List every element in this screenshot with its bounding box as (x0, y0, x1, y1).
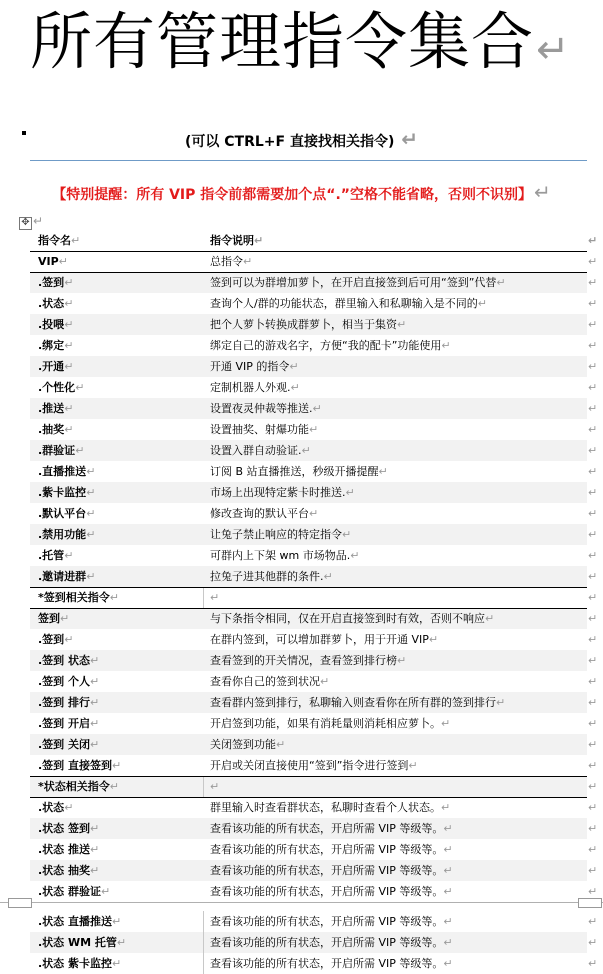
table-row (30, 734, 598, 755)
command-name-cell[interactable]: .直播推送↵ (38, 465, 96, 478)
cell-mark: ↵ (64, 402, 74, 415)
cell-mark: ↵ (290, 381, 300, 394)
command-desc-cell[interactable] (210, 776, 219, 797)
command-desc-cell[interactable]: 设置夜灵仲裁等推送.↵ (210, 402, 322, 415)
table-row (30, 356, 598, 377)
row-end-mark: ↵ (588, 957, 598, 970)
cell-mark: ↵ (75, 381, 85, 394)
command-desc-cell[interactable]: 查看该功能的所有状态，开启所需 VIP 等级等。↵ (210, 843, 453, 856)
row-end-mark: ↵ (588, 738, 598, 751)
command-desc-cell[interactable]: 设置入群自动验证.↵ (210, 444, 311, 457)
cell-mark: ↵ (86, 570, 96, 583)
cell-mark: ↵ (441, 339, 451, 352)
cell-mark: ↵ (276, 738, 286, 751)
row-end-mark: ↵ (588, 339, 598, 352)
cell-mark: ↵ (496, 276, 506, 289)
table-row (30, 293, 598, 314)
cell-mark: ↵ (350, 549, 360, 562)
row-end-mark: ↵ (588, 402, 598, 415)
table-row (30, 587, 598, 608)
cell-mark: ↵ (64, 633, 74, 646)
table-header-row (30, 230, 598, 251)
command-name-cell[interactable]: .签到 排行↵ (38, 696, 100, 709)
command-name-cell[interactable]: .签到 关闭↵ (38, 738, 100, 751)
command-desc-cell[interactable]: 与下条指令相同，仅在开启直接签到时有效，否则不响应↵ (210, 612, 495, 625)
command-desc-cell[interactable]: 在群内签到，可以增加群萝卜，用于开通 VIP↵ (210, 633, 439, 646)
cell-mark: ↵ (309, 423, 319, 436)
cell-mark: ↵ (86, 465, 96, 478)
cell-mark: ↵ (112, 759, 122, 772)
cell-mark: ↵ (210, 591, 220, 604)
table-row (30, 251, 598, 272)
table-row (30, 818, 598, 839)
cell-mark: ↵ (397, 654, 407, 667)
table-row (30, 755, 598, 776)
command-name-cell[interactable]: .群验证↵ (38, 444, 85, 457)
command-desc-cell[interactable]: 把个人萝卜转换成群萝卜，相当于集资↵ (210, 318, 407, 331)
cell-mark: ↵ (309, 507, 319, 520)
cell-mark: ↵ (441, 801, 451, 814)
command-desc-cell[interactable]: 开通 VIP 的指令↵ (210, 360, 299, 373)
title-text: 所有管理指令集合 (30, 5, 535, 78)
command-name-cell[interactable]: .状态↵ (38, 297, 74, 310)
command-name-cell[interactable]: .签到 直接签到↵ (38, 759, 122, 772)
command-desc-cell[interactable]: 设置抽奖、射爆功能↵ (210, 423, 319, 436)
cell-mark: ↵ (443, 915, 453, 928)
command-desc-cell[interactable]: 查看签到的开关情况，查看签到排行榜↵ (210, 654, 407, 667)
cell-mark: ↵ (64, 549, 74, 562)
cell-mark: ↵ (90, 675, 100, 688)
command-desc-cell[interactable] (210, 587, 219, 608)
row-end-mark: ↵ (588, 936, 598, 949)
row-end-mark: ↵ (588, 444, 598, 457)
cell-mark: ↵ (428, 633, 439, 646)
cell-mark: ↵ (109, 591, 119, 604)
cell-mark: ↵ (320, 675, 330, 688)
command-desc-cell[interactable]: 查看你自己的签到状况↵ (210, 675, 330, 688)
header-name-cell[interactable]: 指令名↵ (38, 234, 81, 247)
row-end-mark: ↵ (588, 864, 598, 877)
command-name-cell[interactable]: .签到↵ (38, 633, 74, 646)
cell-mark: ↵ (64, 339, 74, 352)
command-name-cell[interactable]: .托管↵ (38, 549, 74, 562)
row-end-mark: ↵ (588, 360, 598, 373)
table-row (30, 545, 598, 566)
table-row (30, 671, 598, 692)
cell-mark: ↵ (443, 936, 453, 949)
document-title (30, 2, 571, 90)
command-desc-cell[interactable]: 修改查询的默认平台↵ (210, 507, 319, 520)
cell-mark: ↵ (71, 234, 81, 247)
cell-mark: ↵ (443, 843, 453, 856)
table-row (30, 398, 598, 419)
table-row (30, 953, 598, 974)
command-name-cell[interactable]: .邀请进群↵ (38, 570, 96, 583)
cell-mark: ↵ (443, 957, 453, 970)
row-end-mark: ↵ (588, 318, 598, 331)
table-row (30, 461, 598, 482)
command-table (30, 230, 598, 902)
column-divider (203, 776, 204, 797)
table-row (30, 314, 598, 335)
command-desc-cell[interactable]: 查看该功能的所有状态，开启所需 VIP 等级等。↵ (210, 936, 453, 949)
row-end-mark: ↵ (588, 570, 598, 583)
row-end-mark: ↵ (588, 633, 598, 646)
cell-mark: ↵ (112, 957, 122, 970)
cell-mark: ↵ (101, 885, 111, 898)
cell-mark: ↵ (443, 864, 453, 877)
command-name-cell[interactable]: .状态 直播推送↵ (38, 915, 122, 928)
cell-mark: ↵ (210, 780, 220, 793)
row-end-mark: ↵ (588, 423, 598, 436)
row-end-mark: ↵ (588, 843, 598, 856)
row-end-mark: ↵ (588, 528, 598, 541)
row-end-mark: ↵ (588, 780, 598, 793)
command-desc-cell[interactable]: 开启签到功能，如果有消耗量则消耗相应萝卜。↵ (210, 717, 451, 730)
command-name-cell[interactable]: .签到 开启↵ (38, 717, 100, 730)
row-end-mark: ↵ (588, 276, 598, 289)
row-end-mark: ↵ (588, 822, 598, 835)
cell-mark: ↵ (496, 696, 506, 709)
column-divider (203, 953, 204, 974)
command-desc-cell[interactable]: 开启或关闭直接使用“签到”指令进行签到↵ (210, 759, 418, 772)
cell-mark: ↵ (64, 297, 74, 310)
table-rule (30, 251, 587, 252)
cell-mark: ↵ (254, 234, 264, 247)
table-row (30, 881, 598, 902)
command-name-cell[interactable]: .状态 紫卡监控↵ (38, 957, 122, 970)
cell-mark: ↵ (86, 507, 96, 520)
row-end-mark: ↵ (588, 234, 598, 247)
table-row (30, 776, 598, 797)
paragraph-mark: ↵ (536, 27, 571, 73)
command-name-cell[interactable]: VIP↵ (38, 255, 68, 268)
command-desc-cell[interactable]: 定制机器人外观.↵ (210, 381, 300, 394)
command-desc-cell[interactable]: 可群内上下架 wm 市场物品.↵ (210, 549, 360, 562)
table-row (30, 482, 598, 503)
command-name-cell[interactable]: .禁用功能↵ (38, 528, 96, 541)
cell-mark: ↵ (58, 255, 68, 268)
table-row (30, 524, 598, 545)
cell-mark: ↵ (60, 612, 70, 625)
command-table-continued (30, 911, 598, 974)
cell-mark: ↵ (323, 570, 333, 583)
cell-mark: ↵ (342, 528, 352, 541)
command-name-cell[interactable]: *签到相关指令↵ (38, 591, 119, 604)
command-desc-cell[interactable]: 查看群内签到排行，私聊输入则查看你在所有群的签到排行↵ (210, 696, 506, 709)
command-desc-cell[interactable]: 查看该功能的所有状态，开启所需 VIP 等级等。↵ (210, 864, 453, 877)
command-name-cell[interactable]: .推送↵ (38, 402, 74, 415)
command-desc-cell[interactable]: 查看该功能的所有状态，开启所需 VIP 等级等。↵ (210, 885, 453, 898)
table-row (30, 377, 598, 398)
table-row (30, 911, 598, 932)
paragraph-mark: ↵ (33, 214, 44, 228)
cell-mark: ↵ (75, 444, 85, 457)
table-rule (30, 797, 587, 798)
command-name-cell[interactable]: .默认平台↵ (38, 507, 96, 520)
row-end-mark: ↵ (588, 915, 598, 928)
cell-mark: ↵ (408, 759, 418, 772)
warning-notice (0, 180, 603, 204)
table-row (30, 629, 598, 650)
command-name-cell[interactable]: .状态 WM 托管↵ (38, 936, 127, 949)
command-desc-cell[interactable]: 签到可以为群增加萝卜，在开启直接签到后可用“签到”代替↵ (210, 276, 506, 289)
command-name-cell[interactable]: 签到↵ (38, 612, 70, 625)
cell-mark: ↵ (90, 654, 100, 667)
table-rule (30, 776, 587, 777)
table-row (30, 839, 598, 860)
cell-mark: ↵ (112, 915, 122, 928)
cell-mark: ↵ (90, 864, 100, 877)
command-name-cell[interactable]: .开通↵ (38, 360, 74, 373)
table-row (30, 440, 598, 461)
command-desc-cell[interactable]: 查看该功能的所有状态，开启所需 VIP 等级等。↵ (210, 915, 453, 928)
page-break-marker-left (8, 898, 32, 908)
command-name-cell[interactable]: .状态 群验证↵ (38, 885, 111, 898)
command-desc-cell[interactable]: 查看该功能的所有状态，开启所需 VIP 等级等。↵ (210, 957, 453, 970)
cell-mark: ↵ (485, 612, 495, 625)
horizontal-rule (30, 160, 587, 161)
column-divider (203, 911, 204, 932)
table-row (30, 797, 598, 818)
cell-mark: ↵ (397, 318, 407, 331)
command-name-cell[interactable]: .投喂↵ (38, 318, 74, 331)
table-row (30, 566, 598, 587)
table-row (30, 713, 598, 734)
command-desc-cell[interactable]: 绑定自己的游戏名字，方便“我的配卡”功能使用↵ (210, 339, 451, 352)
row-end-mark: ↵ (588, 885, 598, 898)
row-end-mark: ↵ (588, 255, 598, 268)
cell-mark: ↵ (86, 528, 96, 541)
command-desc-cell[interactable]: 查询个人/群的功能状态，群里输入和私聊输入是不同的↵ (210, 297, 487, 310)
row-end-mark: ↵ (588, 654, 598, 667)
table-row (30, 932, 598, 953)
table-row (30, 608, 598, 629)
row-end-mark: ↵ (588, 549, 598, 562)
command-name-cell[interactable]: .状态 抽奖↵ (38, 864, 100, 877)
header-desc-cell[interactable]: 指令说明↵ (210, 234, 264, 247)
command-desc-cell[interactable]: 订阅 B 站直播推送，秒级开播提醒↵ (210, 465, 388, 478)
table-row (30, 692, 598, 713)
command-desc-cell[interactable]: 让兔子禁止响应的特定指令↵ (210, 528, 352, 541)
table-rule (30, 272, 587, 273)
row-end-mark: ↵ (588, 486, 598, 499)
page-break-marker-right (578, 898, 602, 908)
cell-mark: ↵ (289, 360, 299, 373)
table-rule (30, 587, 587, 588)
row-end-mark: ↵ (588, 297, 598, 310)
cell-mark: ↵ (64, 276, 74, 289)
subtitle (0, 127, 603, 151)
cell-mark: ↵ (90, 843, 100, 856)
command-name-cell[interactable]: .紫卡监控↵ (38, 486, 96, 499)
command-name-cell[interactable]: .绑定↵ (38, 339, 74, 352)
command-name-cell[interactable]: .抽奖↵ (38, 423, 74, 436)
row-end-mark: ↵ (588, 696, 598, 709)
page-break-line (0, 902, 603, 903)
cell-mark: ↵ (443, 822, 453, 835)
command-desc-cell[interactable]: 市场上出现特定紫卡时推送.↵ (210, 486, 355, 499)
subtitle-text: (可以 CTRL+F 直接找相关指令) (184, 134, 395, 150)
command-name-cell[interactable]: .状态 推送↵ (38, 843, 100, 856)
command-desc-cell[interactable]: 拉兔子进其他群的条件.↵ (210, 570, 333, 583)
command-name-cell[interactable]: .状态↵ (38, 801, 74, 814)
cell-mark: ↵ (64, 318, 74, 331)
table-row (30, 272, 598, 293)
row-end-mark: ↵ (588, 801, 598, 814)
command-name-cell[interactable]: .签到↵ (38, 276, 74, 289)
row-end-mark: ↵ (588, 759, 598, 772)
cell-mark: ↵ (90, 696, 100, 709)
table-row (30, 335, 598, 356)
cell-mark: ↵ (90, 717, 100, 730)
table-row (30, 860, 598, 881)
column-divider (203, 932, 204, 953)
row-end-mark: ↵ (588, 507, 598, 520)
cell-mark: ↵ (64, 360, 74, 373)
cell-mark: ↵ (64, 801, 74, 814)
cell-mark: ↵ (301, 444, 311, 457)
command-name-cell[interactable]: .个性化↵ (38, 381, 85, 394)
cell-mark: ↵ (477, 297, 487, 310)
row-end-mark: ↵ (588, 465, 598, 478)
cell-mark: ↵ (90, 822, 100, 835)
cell-mark: ↵ (443, 885, 453, 898)
paragraph-mark: ↵ (534, 180, 551, 204)
row-end-mark: ↵ (588, 612, 598, 625)
table-rule (30, 608, 587, 609)
warning-text: 【特别提醒：所有 VIP 指令前都需要加个点“.”空格不能省略，否则不识别】 (52, 187, 532, 203)
row-end-mark: ↵ (588, 381, 598, 394)
cell-mark: ↵ (378, 465, 388, 478)
column-divider (203, 587, 204, 608)
paragraph-mark: ↵ (401, 127, 418, 151)
cell-mark: ↵ (441, 717, 451, 730)
command-desc-cell[interactable]: 群里输入时查看群状态，私聊时查看个人状态。↵ (210, 801, 451, 814)
command-desc-cell[interactable]: 总指令↵ (210, 255, 253, 268)
table-row (30, 419, 598, 440)
cell-mark: ↵ (109, 780, 119, 793)
cell-mark: ↵ (243, 255, 253, 268)
table-row (30, 650, 598, 671)
command-desc-cell[interactable]: 查看该功能的所有状态，开启所需 VIP 等级等。↵ (210, 822, 453, 835)
cell-mark: ↵ (312, 402, 322, 415)
cell-mark: ↵ (86, 486, 96, 499)
row-end-mark: ↵ (588, 591, 598, 604)
command-name-cell[interactable]: .签到 状态↵ (38, 654, 100, 667)
cell-mark: ↵ (64, 423, 74, 436)
command-desc-cell[interactable]: 关闭签到功能↵ (210, 738, 286, 751)
cell-mark: ↵ (116, 936, 127, 949)
cell-mark: ↵ (90, 738, 100, 751)
row-end-mark: ↵ (588, 717, 598, 730)
table-move-handle-icon[interactable]: ✥ (19, 217, 32, 230)
table-row (30, 503, 598, 524)
cell-mark: ↵ (345, 486, 355, 499)
row-end-mark: ↵ (588, 675, 598, 688)
command-name-cell[interactable]: .状态 签到↵ (38, 822, 100, 835)
command-name-cell[interactable]: .签到 个人↵ (38, 675, 100, 688)
command-name-cell[interactable]: *状态相关指令↵ (38, 780, 119, 793)
